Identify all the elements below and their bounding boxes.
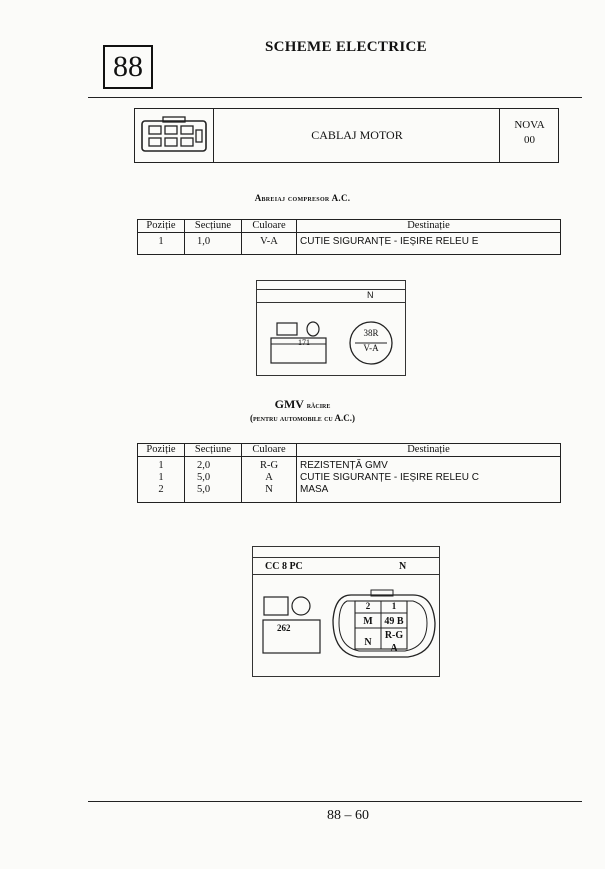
harness-header-box xyxy=(134,108,559,163)
connector-code-line2: 00 xyxy=(524,134,535,146)
section2-connector-diagram xyxy=(252,546,440,677)
pin-2-lower: N xyxy=(364,637,372,648)
chapter-number: 88 xyxy=(113,50,143,83)
section2-title xyxy=(0,397,605,412)
table-row: 1 5,0 A CUTIE SIGURANȚE - IEȘIRE RELEU C xyxy=(138,472,561,484)
section1-title: Abreiaj compresor A.C. xyxy=(254,193,351,203)
connector-code-line1: NOVA xyxy=(514,119,545,131)
pin-1-ref: 49 B xyxy=(384,616,404,627)
col-culoare: Culoare xyxy=(242,444,297,457)
connector-code xyxy=(501,118,558,148)
top-divider xyxy=(88,97,582,98)
harness-name: CABLAJ MOTOR xyxy=(311,128,403,142)
pin-1-color-line2: A xyxy=(390,643,398,654)
pin-2-color: M xyxy=(363,616,373,627)
table-header-row xyxy=(138,220,561,233)
pin-1-label: 1 xyxy=(391,601,397,611)
col-sectiune: Secțiune xyxy=(185,444,242,457)
connector-color-label: N xyxy=(367,290,374,300)
connector-ref-number: 171 xyxy=(298,338,310,347)
section2-wire-table xyxy=(137,443,561,503)
table-header-row xyxy=(138,444,561,457)
connector-face-icon xyxy=(257,303,405,375)
connector-color-label: N xyxy=(399,561,407,572)
table-row: 1 1,0 V-A CUTIE SIGURANȚE - IEȘIRE RELEU E xyxy=(138,233,561,255)
circle-bottom-label: V-A xyxy=(363,343,379,353)
circle-top-label: 38R xyxy=(363,328,379,338)
section1-wire-table xyxy=(137,219,561,255)
bottom-divider xyxy=(88,801,582,802)
table-row: 2 5,0 N MASA xyxy=(138,484,561,502)
chapter-number-box xyxy=(103,45,153,89)
col-destinatie: Destinație xyxy=(297,220,561,233)
pin-1-color-line1: R-G xyxy=(384,630,404,641)
col-destinatie: Destinație xyxy=(297,444,561,457)
connector-icon xyxy=(139,116,209,156)
col-pozitie: Poziție xyxy=(138,444,185,457)
page-number: 88 – 60 xyxy=(327,808,369,823)
connector-ref-number: 262 xyxy=(277,623,291,633)
col-culoare: Culoare xyxy=(242,220,297,233)
table-row: 1 2,0 R-G REZISTENȚĂ GMV xyxy=(138,457,561,473)
section1-connector-diagram xyxy=(256,280,406,376)
connector-type-label: CC 8 PC xyxy=(265,561,303,572)
pin-2-label: 2 xyxy=(365,601,371,611)
col-sectiune: Secțiune xyxy=(185,220,242,233)
section2-title-sub: răcire xyxy=(306,400,331,410)
section2-title-main: GMV xyxy=(274,397,304,411)
page-title: SCHEME ELECTRICE xyxy=(265,39,427,55)
col-pozitie: Poziție xyxy=(138,220,185,233)
section2-subtitle: (pentru automobile cu A.C.) xyxy=(250,413,355,423)
